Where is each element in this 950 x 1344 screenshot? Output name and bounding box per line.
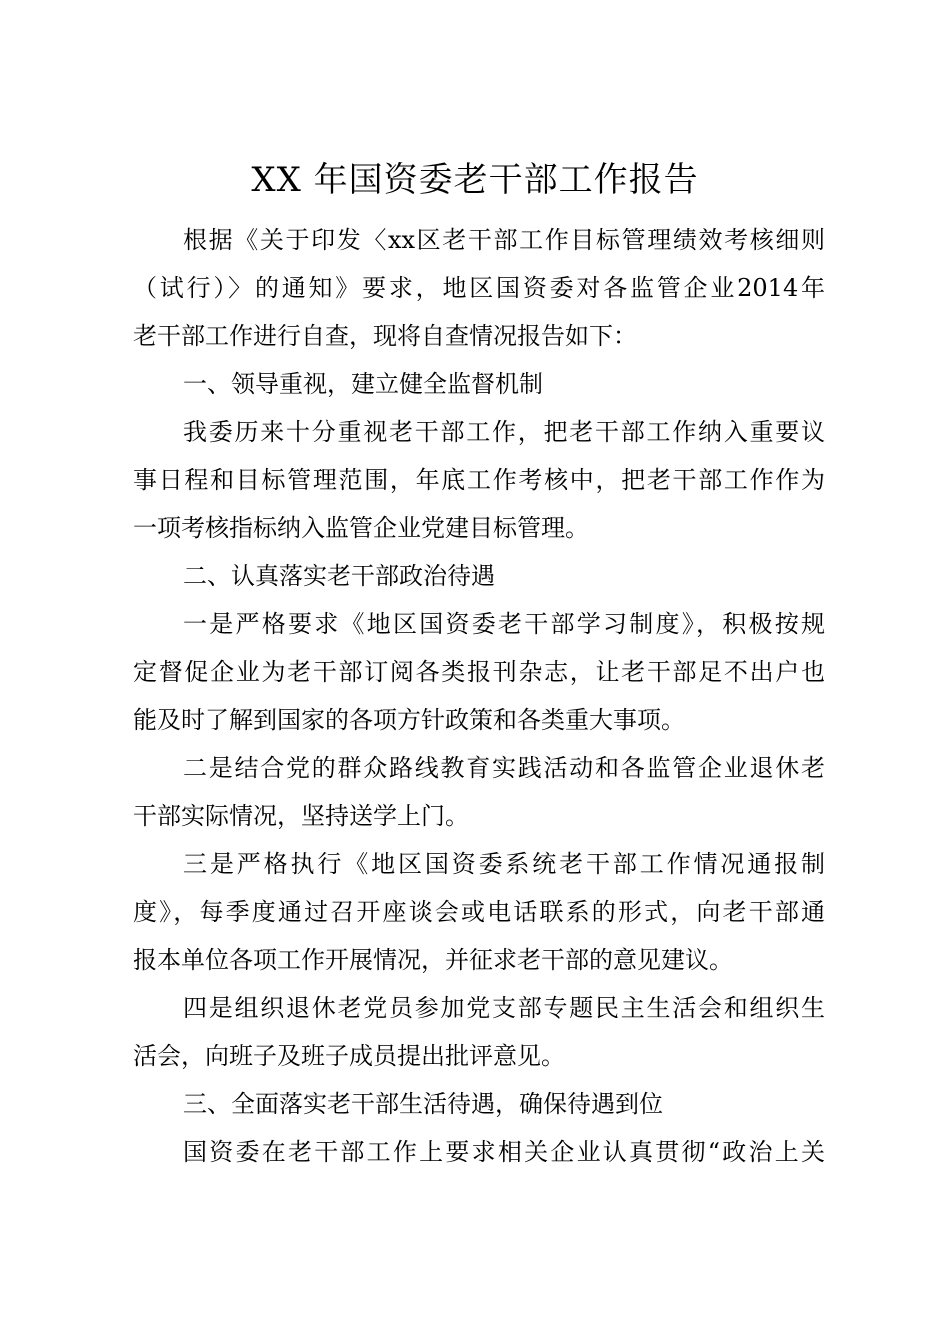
document-title: XX 年国资委老干部工作报告 xyxy=(251,160,699,200)
text-line: 我委历来十分重视老干部工作，把老干部工作纳入重要议 xyxy=(183,418,825,446)
text-line: 定督促企业为老干部订阅各类报刊杂志，让老干部足不出户也 xyxy=(133,658,825,686)
text-line: 一、领导重视，建立健全监督机制 xyxy=(183,370,543,398)
text-line: 一项考核指标纳入监管企业党建目标管理。 xyxy=(133,514,589,542)
text-line: 能及时了解到国家的各项方针政策和各类重大事项。 xyxy=(133,706,685,734)
text-line: 二、认真落实老干部政治待遇 xyxy=(183,562,495,590)
document-body xyxy=(133,216,825,1176)
text-line: 事日程和目标管理范围，年底工作考核中，把老干部工作作为 xyxy=(133,466,825,494)
text-line: 一是严格要求《地区国资委老干部学习制度》，积极按规 xyxy=(183,610,825,638)
text-line: 国资委在老干部工作上要求相关企业认真贯彻“政治上关 xyxy=(183,1138,825,1166)
text-line: 三、全面落实老干部生活待遇，确保待遇到位 xyxy=(183,1090,663,1118)
text-line: 根据《关于印发〈xx区老干部工作目标管理绩效考核细则 xyxy=(183,226,825,254)
text-line: 干部实际情况，坚持送学上门。 xyxy=(133,802,469,830)
text-line: 老干部工作进行自查，现将自查情况报告如下： xyxy=(133,322,637,350)
text-line: 二是结合党的群众路线教育实践活动和各监管企业退休老 xyxy=(183,754,825,782)
text-line: 报本单位各项工作开展情况，并征求老干部的意见建议。 xyxy=(133,946,733,974)
text-line: 活会，向班子及班子成员提出批评意见。 xyxy=(133,1042,565,1070)
text-line: 四是组织退休老党员参加党支部专题民主生活会和组织生 xyxy=(183,994,825,1022)
text-line: （试行）〉的通知》要求，地区国资委对各监管企业2014年 xyxy=(133,274,825,302)
text-line: 三是严格执行《地区国资委系统老干部工作情况通报制 xyxy=(183,850,825,878)
text-line: 度》，每季度通过召开座谈会或电话联系的形式，向老干部通 xyxy=(133,898,825,926)
